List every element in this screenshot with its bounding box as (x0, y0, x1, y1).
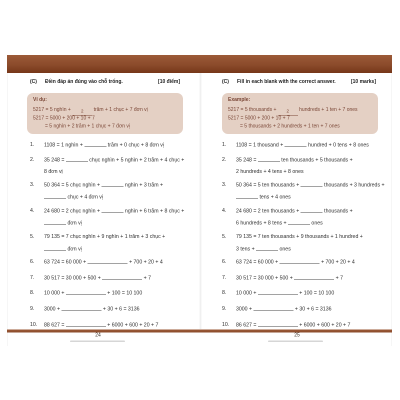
example-answer-blank: 2 (278, 109, 298, 116)
answer-blank (258, 290, 298, 295)
item-text: 1108 = 1 thousand + (236, 142, 285, 148)
item-number: 4. (222, 208, 227, 214)
item-number: 2. (30, 157, 35, 163)
item-text: + 700 + 20 + 4 (127, 259, 163, 265)
example-title: Ví dụ: (33, 97, 47, 103)
item-text: tens + 4 ones (258, 194, 291, 200)
item-line (236, 194, 291, 201)
answer-blank (285, 142, 307, 147)
item-text: thousands + (322, 208, 353, 214)
item-number: 7. (222, 275, 227, 281)
item-number: 5. (222, 234, 227, 240)
item-text: 24 680 = 2 chục nghìn + (44, 208, 102, 214)
item-text: + 7 (142, 275, 152, 281)
item-line (44, 220, 82, 227)
item-text: 63 724 = 60 000 + (236, 259, 280, 265)
points-label: [10 marks] (350, 79, 376, 85)
item-line (44, 234, 165, 241)
example-box (222, 93, 378, 134)
answer-blank (44, 194, 66, 199)
item-text: 10 000 + (236, 290, 258, 296)
answer-blank (236, 194, 258, 199)
item-line (44, 322, 158, 329)
item-line (236, 157, 353, 164)
item-number: 10. (30, 322, 38, 328)
item-text: 30 517 = 30 000 + 500 + (236, 275, 295, 281)
example-line: 5217 = 5000 + 200 + 10 + 7 (228, 115, 290, 121)
item-line (236, 169, 304, 176)
item-text: chục + 4 đơn vị (66, 194, 104, 200)
answer-blank (44, 246, 66, 251)
right-page (200, 0, 400, 400)
answer-blank (66, 157, 88, 162)
item-text: hundred + 0 tens + 8 ones (306, 142, 369, 148)
item-line (236, 208, 353, 215)
item-number: 3. (222, 182, 227, 188)
example-title: Example: (228, 97, 251, 103)
item-line (44, 208, 184, 215)
item-number: 9. (222, 306, 227, 312)
item-text: 79 135 = 7 ten thousands + 9 thousands + 1 hundred + (236, 234, 363, 240)
answer-blank (294, 275, 334, 280)
item-text: 1108 = 1 nghìn + (44, 142, 85, 148)
item-line (44, 306, 139, 313)
item-number: 8. (30, 290, 35, 296)
item-text: + 6000 + 600 + 20 + 7 (297, 322, 351, 328)
item-text: chục nghìn + 5 nghìn + 2 trăm + 4 chục + (87, 157, 185, 163)
item-text: đơn vị (66, 246, 82, 252)
points-label: [10 điểm] (158, 79, 180, 85)
item-text: trăm + 0 chục + 8 đơn vị (106, 142, 165, 148)
bottom-color-band (7, 330, 392, 333)
example-text: hundreds + 1 ten + 7 ones (297, 107, 358, 113)
item-line (236, 259, 355, 266)
item-line (236, 306, 331, 313)
item-line (44, 169, 63, 176)
item-text: 10 000 + (44, 290, 66, 296)
item-line (236, 246, 291, 253)
answer-blank (102, 275, 142, 280)
item-text: + 100 = 10 100 (297, 290, 335, 296)
answer-blank (253, 306, 293, 311)
item-text: 8 đơn vị (44, 169, 63, 175)
item-number: 8. (222, 290, 227, 296)
item-line (236, 275, 343, 282)
item-text: 6 hundreds + 8 tens + (236, 220, 288, 226)
item-line (44, 246, 82, 253)
item-line (236, 322, 350, 329)
example-line: 5217 = 5000 + 200 + 10 + 7 (33, 115, 95, 121)
item-line (236, 142, 369, 149)
answer-blank (66, 290, 106, 295)
answer-blank (288, 220, 310, 225)
example-text: 5217 = 5 thousands + (228, 107, 278, 113)
answer-blank (258, 157, 280, 162)
answer-blank (301, 208, 323, 213)
example-box (27, 93, 183, 134)
item-text: + 30 + 6 = 3136 (293, 306, 332, 312)
item-text: ones (278, 246, 291, 252)
example-text: trăm + 1 chục + 7 đơn vị (92, 107, 148, 113)
item-text: 30 517 = 30 000 + 500 + (44, 275, 103, 281)
answer-blank (61, 306, 101, 311)
item-text: 3000 + (44, 306, 62, 312)
item-line (236, 234, 363, 241)
instruction-text: Điền đáp án đúng vào chỗ trống. (45, 79, 123, 85)
example-line: = 5 thousands + 2 hundreds + 1 ten + 7 ones (240, 123, 340, 129)
item-text: ones (309, 220, 323, 226)
item-text: + 30 + 6 = 3136 (101, 306, 140, 312)
page-number: 24 (95, 332, 101, 338)
answer-blank (84, 142, 106, 147)
answer-blank (258, 322, 298, 327)
item-number: 6. (30, 259, 35, 265)
example-line: = 5 nghìn + 2 trăm + 1 chục + 7 đơn vị (45, 123, 130, 129)
item-text: 24 680 = 2 ten thousands + (236, 208, 301, 214)
item-line (44, 290, 142, 297)
answer-blank (256, 246, 278, 251)
answer-blank (301, 182, 323, 187)
item-number: 9. (30, 306, 35, 312)
item-line (236, 182, 385, 189)
section-label: (C) (222, 79, 229, 85)
footer-caption (70, 341, 125, 343)
item-text: thousands + 3 hundreds + (322, 182, 385, 188)
item-text: + 700 + 20 + 4 (319, 259, 355, 265)
instruction-text: Fill in each blank with the correct answer. (237, 79, 336, 85)
item-text: 88 627 = (44, 322, 66, 328)
item-number: 1. (222, 142, 227, 148)
example-text: 5217 = 5 nghìn + (33, 107, 73, 113)
item-text: ten thousands + 5 thousands + (279, 157, 353, 163)
item-text: 2 hundreds + 4 tens + 8 ones (236, 169, 304, 175)
answer-blank (101, 208, 123, 213)
item-text: 3000 + (236, 306, 254, 312)
footer-caption (268, 341, 323, 343)
item-line (236, 220, 323, 227)
item-text: 35 248 = (236, 157, 258, 163)
item-text: + 100 = 10 100 (105, 290, 143, 296)
answer-blank (66, 322, 106, 327)
item-line (44, 157, 184, 164)
answer-blank (44, 220, 66, 225)
item-number: 10. (222, 322, 230, 328)
section-label: (C) (30, 79, 37, 85)
item-text: đơn vị (66, 220, 82, 226)
item-line (44, 259, 163, 266)
item-line (44, 142, 164, 149)
item-number: 2. (222, 157, 227, 163)
item-text: 86 627 = (236, 322, 258, 328)
example-line (228, 107, 358, 114)
item-text: 63 724 = 60 000 + (44, 259, 88, 265)
item-number: 7. (30, 275, 35, 281)
item-text: 50 364 = 5 chục nghìn + (44, 182, 102, 188)
example-answer-blank: 2 (72, 109, 92, 116)
answer-blank (280, 259, 320, 264)
item-number: 4. (30, 208, 35, 214)
example-line (33, 107, 148, 114)
answer-blank (101, 182, 123, 187)
item-line (44, 275, 151, 282)
item-number: 3. (30, 182, 35, 188)
item-line (44, 182, 163, 189)
item-line (236, 290, 334, 297)
item-line (44, 194, 103, 201)
item-text: + 6000 + 600 + 20 + 7 (105, 322, 159, 328)
item-number: 1. (30, 142, 35, 148)
item-number: 5. (30, 234, 35, 240)
item-text: 35 248 = (44, 157, 66, 163)
item-text: + 7 (334, 275, 344, 281)
page-number: 25 (294, 332, 300, 338)
item-text: nghìn + 3 trăm + (123, 182, 164, 188)
item-text: nghìn + 6 trăm + 8 chục + (123, 208, 185, 214)
item-text: 3 tens + (236, 246, 257, 252)
item-text: 79 135 = 7 chục nghìn + 9 nghìn + 1 trăm + 3 chục + (44, 234, 166, 240)
item-text: 50 364 = 5 ten thousands + (236, 182, 301, 188)
answer-blank (88, 259, 128, 264)
item-number: 6. (222, 259, 227, 265)
